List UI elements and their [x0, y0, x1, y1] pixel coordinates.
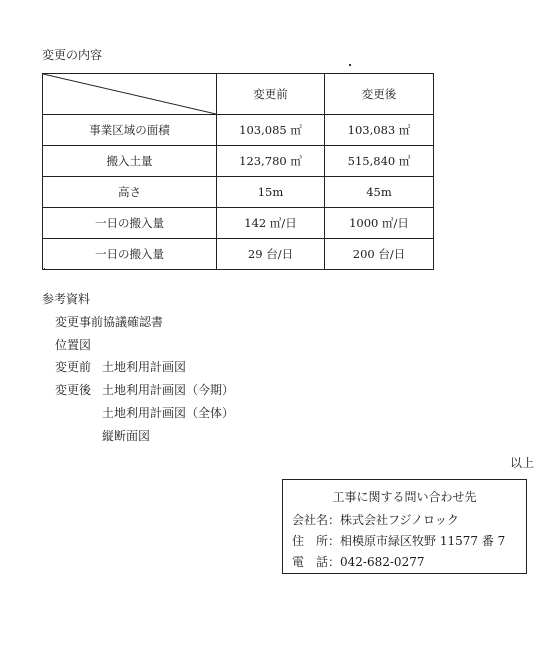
contact-box [282, 479, 527, 574]
reference-item: 土地利用計画図（今期） [102, 383, 235, 397]
reference-item: 位置図 [55, 338, 92, 352]
table-header-row [43, 74, 434, 115]
row-label: 一日の搬入量 [43, 208, 217, 239]
reference-item-label: 変更前 [55, 360, 92, 374]
reference-item-label: 変更後 [55, 383, 92, 397]
value-after: 1000 ㎥/日 [325, 208, 434, 239]
table-row [43, 146, 434, 177]
row-label: 高さ [43, 177, 217, 208]
value-before: 103,085 ㎡ [217, 115, 325, 146]
section-title: 変更の内容 [42, 48, 103, 62]
value-before: 29 台/日 [217, 239, 325, 270]
change-table [42, 73, 434, 270]
company-name: 株式会社フジノロック [340, 513, 459, 527]
reference-item: 縦断面図 [102, 429, 151, 443]
diagonal-header-cell [43, 74, 217, 115]
column-header-before: 変更前 [217, 74, 325, 115]
table-row [43, 177, 434, 208]
column-header-after: 変更後 [325, 74, 434, 115]
row-label: 搬入土量 [43, 146, 217, 177]
reference-item: 土地利用計画図（全体） [102, 406, 235, 420]
phone-number: 042-682-0277 [340, 555, 425, 569]
value-before: 142 ㎥/日 [217, 208, 325, 239]
table-row [43, 239, 434, 270]
references-title: 参考資料 [42, 292, 91, 306]
scan-speck [349, 64, 351, 66]
row-label: 事業区域の面積 [43, 115, 217, 146]
phone-label: 電 話： [292, 555, 341, 569]
reference-item: 変更事前協議確認書 [55, 315, 164, 329]
contact-title: 工事に関する問い合わせ先 [332, 490, 477, 504]
reference-item: 土地利用計画図 [102, 360, 187, 374]
scan-speck [44, 268, 45, 269]
company-label: 会社名： [292, 513, 341, 527]
diagonal-line [43, 74, 216, 114]
value-before: 15m [217, 177, 325, 208]
value-after: 515,840 ㎥ [325, 146, 434, 177]
value-after: 45m [325, 177, 434, 208]
value-after: 103,083 ㎡ [325, 115, 434, 146]
value-before: 123,780 ㎥ [217, 146, 325, 177]
address: 相模原市緑区牧野 11577 番 7 [340, 534, 506, 548]
table-row [43, 208, 434, 239]
address-label: 住 所： [292, 534, 341, 548]
table-row [43, 115, 434, 146]
row-label: 一日の搬入量 [43, 239, 217, 270]
value-after: 200 台/日 [325, 239, 434, 270]
closing-text: 以上 [509, 456, 534, 470]
